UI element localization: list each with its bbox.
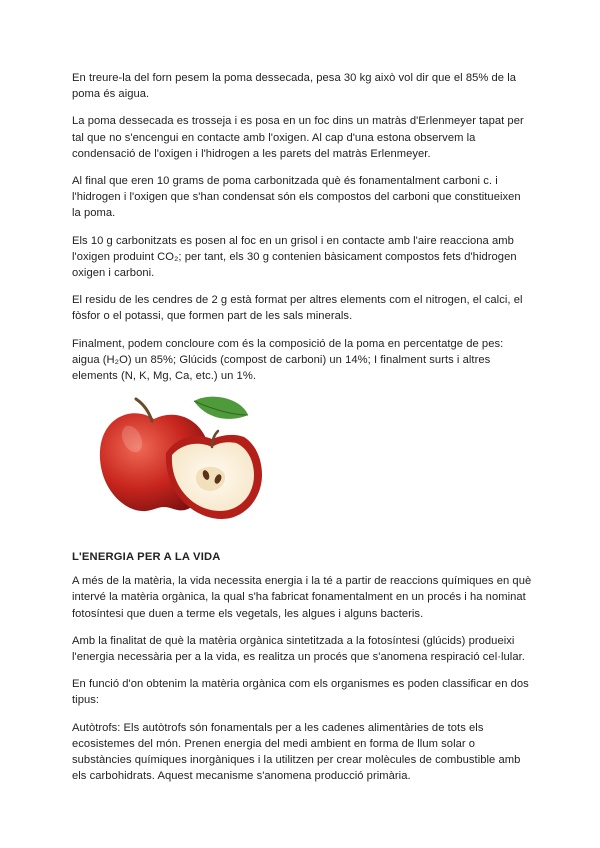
paragraph-respiration: Amb la finalitat de què la matèria orgànica sintetitzada a la fotosíntesi (glúcids) produeixi l'energia necessària per a la vida, es realitza un procés que s'anomena respiració cel·lular. [72,634,525,664]
apple-illustration [94,395,264,525]
paragraph-carbonized: Al final que eren 10 grams de poma carbonitzada què és fonamentalment carboni c. i l'hidrogen i l'oxigen que s'han condensat són els compostos del carboni que constitueixen la poma. [72,175,521,220]
paragraph-energy: A més de la matèria, la vida necessita energia i la té a partir de reaccions químiques en què intervé la matèria orgànica, la qual s'ha fabricat fonamentalment en un procés i ha nominat fotosíntesi que duen a terme els vegetals, les algues i alguns bacteris. [72,575,532,620]
paragraph-ashes: El residu de les cendres de 2 g està format per altres elements com el nitrogen, el calci, el fòsfor o el potassi, que formen part de les sals minerals. [72,294,523,323]
paragraph-oven: En treure-la del forn pesem la poma dessecada, pesa 30 kg això vol dir que el 85% de la poma és aigua. [72,72,517,101]
paragraph-erlenmeyer: La poma dessecada es trosseja i es posa en un foc dins un matràs d'Erlenmeyer tapat per tal que no s'encengui en contacte amb l'oxigen. Al cap d'una estona observem la condensació de l'oxigen i l'hidrogen a les parets del matràs Erlenmeyer. [72,115,524,160]
paragraph-composition: Finalment, podem concloure com és la composició de la poma en percentatge de pes: aigua (H₂O) un 85%; Glúcids (compost de carboni) un 14%; I finalment surts i altres elements (N, K, Mg, Ca, etc.) un 1%. [72,337,504,383]
paragraph-autotrophs: Autòtrofs: Els autòtrofs són fonamentals per a les cadenes alimentàries de tots els ecosistemes del món. Prenen energia del medi ambient en forma de llum solar o substàncies químiques inorgàniques i la utilitzen per crear molècules de combustible amb els carbohidrats. Aquest mecanisme s'anomena producció primària. [72,721,521,783]
leaf [194,397,248,419]
paragraph-co2: Els 10 g carbonitzats es posen al foc en un grisol i en contacte amb l'aire reacciona amb l'oxigen produint CO₂; per tant, els 30 g contenien bàsicament compostos fets d'hidrogen oxigen i carboni. [72,234,517,280]
paragraph-classification: En funció d'on obtenim la matèria orgànica com els organismes es poden classificar en dos tipus: [72,678,529,707]
document-page [72,70,532,795]
section-title: L'ENERGIA PER A LA VIDA [72,551,221,564]
